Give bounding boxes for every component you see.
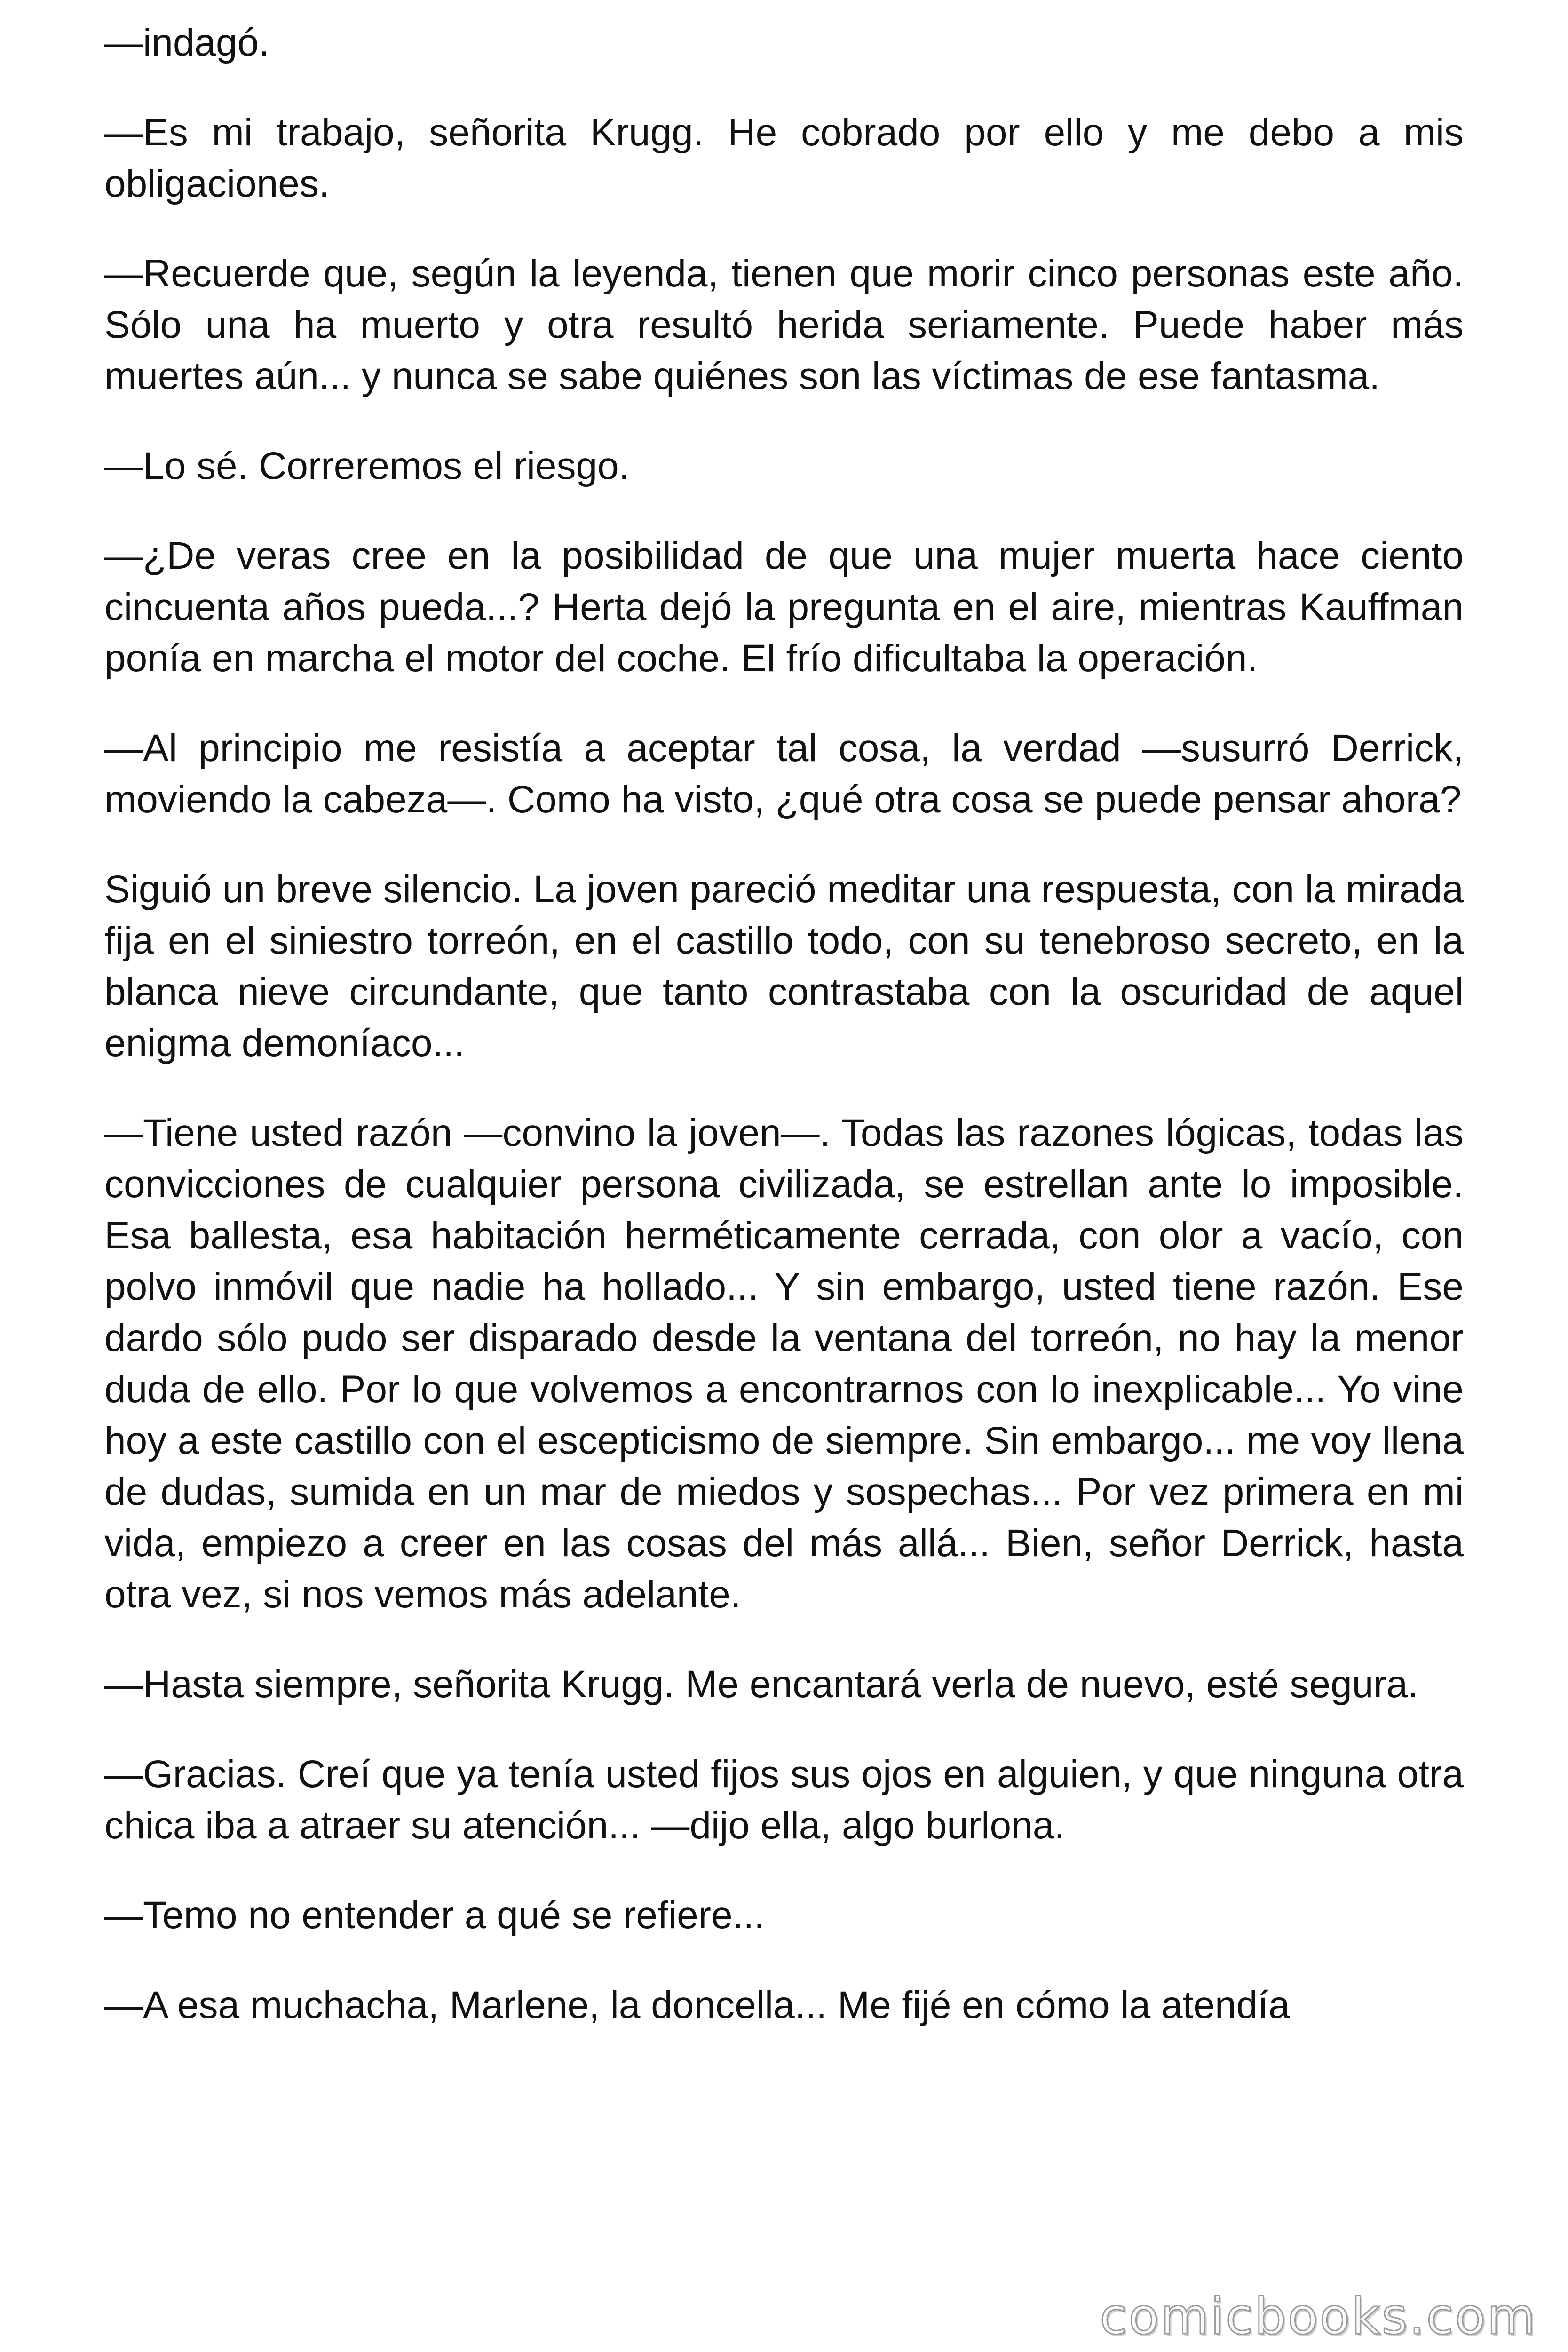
paragraph-1: —indagó.	[104, 21, 270, 64]
paragraph-4: —Lo sé. Correremos el riesgo.	[104, 445, 630, 487]
paragraph-6: —Al principio me resistía a aceptar tal cosa, la verdad —susurró Derrick, moviendo la cabeza—. Como ha visto, ¿qué otra cosa se puede pensar ahora?	[104, 727, 1464, 821]
paragraph-7: Siguió un breve silencio. La joven pareció meditar una respuesta, con la mirada fija en el siniestro torreón, en el castillo todo, con su tenebroso secreto, en la blanca nieve circundante, que tanto contrastaba con la oscuridad de aquel enigma demoníaco...	[104, 868, 1464, 1065]
body-text	[104, 17, 1464, 2031]
paragraph-5: —¿De veras cree en la posibilidad de que una mujer muerta hace ciento cincuenta años pueda...? Herta dejó la pregunta en el aire, mientras Kauffman ponía en marcha el motor del coche. El frío dificultaba la operación.	[104, 534, 1464, 680]
paragraph-10: —Gracias. Creí que ya tenía usted fijos sus ojos en alguien, y que ninguna otra chica iba a atraer su atención... —dijo ella, algo burlona.	[104, 1753, 1464, 1847]
paragraph-2: —Es mi trabajo, señorita Krugg. He cobrado por ello y me debo a mis obligaciones.	[104, 111, 1464, 205]
watermark: comicbooks.com	[1100, 2288, 1537, 2345]
paragraph-11: —Temo no entender a qué se refiere...	[104, 1894, 765, 1937]
paragraph-9: —Hasta siempre, señorita Krugg. Me encantará verla de nuevo, esté segura.	[104, 1663, 1419, 1706]
paragraph-3: —Recuerde que, según la leyenda, tienen que morir cinco personas este año. Sólo una ha muerto y otra resultó herida seriamente. Puede haber más muertes aún... y nunca se sabe quiénes son las víctimas de ese fantasma.	[104, 252, 1464, 397]
paragraph-12: —A esa muchacha, Marlene, la doncella... Me fijé en cómo la atendía	[104, 1984, 1290, 2026]
paragraph-8: —Tiene usted razón —convino la joven—. Todas las razones lógicas, todas las convicciones de cualquier persona civilizada, se estrellan ante lo imposible. Esa ballesta, esa habitación herméticamente cerrada, con olor a vacío, con polvo inmóvil que nadie ha hollado... Y sin embargo, usted tiene razón. Ese dardo sólo pudo ser disparado desde la ventana del torreón, no hay la menor duda de ello. Por lo que volvemos a encontrarnos con lo inexplicable... Yo vine hoy a este castillo con el escepticismo de siempre. Sin embargo... me voy llena de dudas, sumida en un mar de miedos y sospechas... Por vez primera en mi vida, empiezo a creer en las cosas del más allá... Bien, señor Derrick, hasta otra vez, si nos vemos más adelante.	[104, 1112, 1464, 1616]
